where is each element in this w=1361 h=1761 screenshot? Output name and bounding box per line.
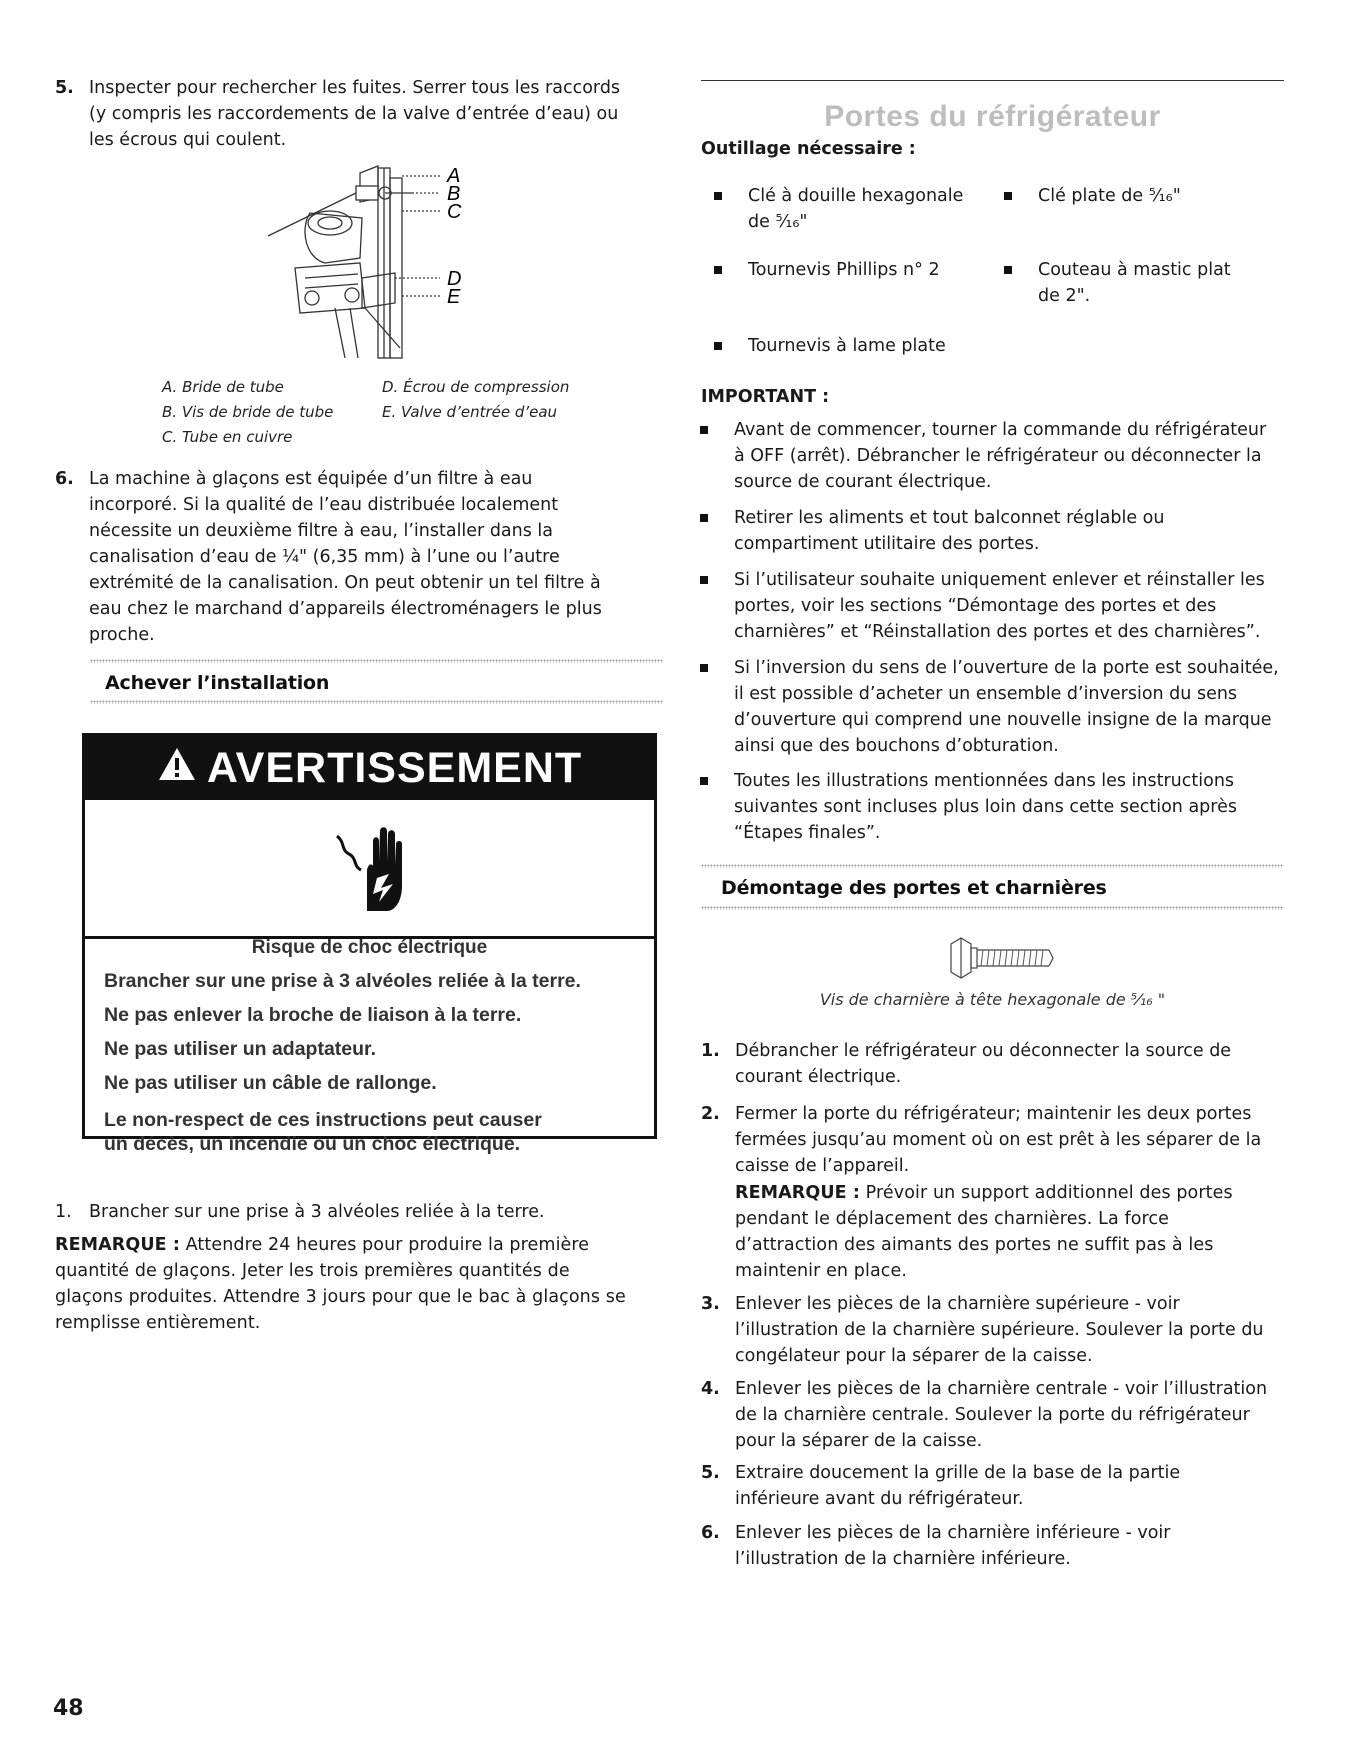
bullet-icon xyxy=(700,514,708,522)
figure-legend-right xyxy=(382,375,622,425)
text-line: congélateur pour la séparer de la caisse. xyxy=(735,1346,1093,1366)
text-line: ainsi que des bouchons d’obturation. xyxy=(734,736,1059,756)
callout-label: B xyxy=(447,183,461,205)
text-line: maintenir en place. xyxy=(735,1261,908,1281)
text-line: caisse de l’appareil. xyxy=(735,1156,910,1176)
text-line: Brancher sur une prise à 3 alvéoles reliée à la terre. xyxy=(89,1202,545,1222)
hex-hinge-screw-illustration xyxy=(945,936,1055,980)
bullet-icon xyxy=(700,664,708,672)
important-heading: IMPORTANT : xyxy=(701,387,830,407)
bullet-icon xyxy=(714,266,722,274)
text-line: les écrous qui coulent. xyxy=(89,130,287,150)
text-line: Tournevis à lame plate xyxy=(748,336,946,356)
text-line: Prévoir un support additionnel des portes xyxy=(860,1183,1233,1203)
text-line: incorporé. Si la qualité de l’eau distribuée localement xyxy=(89,495,559,515)
bullet-icon xyxy=(700,777,708,785)
text-line: il est possible d’acheter un ensemble d’inversion du sens xyxy=(734,684,1238,704)
text-line: Si l’utilisateur souhaite uniquement enlever et réinstaller les xyxy=(734,570,1265,590)
step-number: 1. xyxy=(55,1202,72,1222)
text-line: d’ouverture qui comprend une nouvelle insigne de la marque xyxy=(734,710,1272,730)
text-line: fermées jusqu’au moment où on est prêt à les séparer de la xyxy=(735,1130,1262,1150)
section-divider xyxy=(701,864,1284,868)
text-line: charnières” et “Réinstallation des portes et des charnières”. xyxy=(734,622,1261,642)
warning-header-text: AVERTISSEMENT xyxy=(206,743,583,792)
section-title-demontage: Démontage des portes et charnières xyxy=(721,877,1107,899)
electric-shock-hand-icon xyxy=(327,816,417,916)
text-line: Avant de commencer, tourner la commande du réfrigérateur xyxy=(734,420,1267,440)
step-number: 6. xyxy=(701,1523,720,1543)
text-line: source de courant électrique. xyxy=(734,472,992,492)
legend-item: C. Tube en cuivre xyxy=(162,428,293,446)
text-line: compartiment utilitaire des portes. xyxy=(734,534,1040,554)
text-line: Fermer la porte du réfrigérateur; maintenir les deux portes xyxy=(735,1104,1252,1124)
text-line: nécessite un deuxième filtre à eau, l’installer dans la xyxy=(89,521,554,541)
step-number: 3. xyxy=(701,1294,720,1314)
text-line: Enlever les pièces de la charnière supérieure - voir xyxy=(735,1294,1180,1314)
remarque-label: REMARQUE : xyxy=(55,1235,180,1255)
text-line: remplisse entièrement. xyxy=(55,1313,261,1333)
top-rule xyxy=(701,80,1284,81)
water-valve-illustration xyxy=(250,158,490,368)
text-line: (y compris les raccordements de la valve d’entrée d’eau) ou xyxy=(89,104,619,124)
step-number: 5. xyxy=(55,78,74,98)
text-line: à OFF (arrêt). Débrancher le réfrigérateur ou déconnecter la xyxy=(734,446,1262,466)
bullet-icon xyxy=(1004,192,1012,200)
text-line: quantité de glaçons. Jeter les trois premières quantités de xyxy=(55,1261,570,1281)
text-line: Extraire doucement la grille de la base de la partie xyxy=(735,1463,1181,1483)
step-number: 5. xyxy=(701,1463,720,1483)
text-line: “Étapes finales”. xyxy=(734,823,881,843)
text-line: suivantes sont incluses plus loin dans cette section après xyxy=(734,797,1237,817)
text-line: de la charnière centrale. Soulever la porte du réfrigérateur xyxy=(735,1405,1250,1425)
text-line: Débrancher le réfrigérateur ou déconnecter la source de xyxy=(735,1041,1232,1061)
legend-item: B. Vis de bride de tube xyxy=(162,403,334,421)
text-line: pendant le déplacement des charnières. La force xyxy=(735,1209,1170,1229)
warning-line: un décès, un incendie ou un choc électrique. xyxy=(104,1133,521,1155)
legend-item: D. Écrou de compression xyxy=(382,378,570,396)
text-line: Inspecter pour rechercher les fuites. Serrer tous les raccords xyxy=(89,78,621,98)
text-line: Couteau à mastic plat xyxy=(1038,260,1231,280)
text-line: l’illustration de la charnière inférieure. xyxy=(735,1549,1071,1569)
callout-label: A xyxy=(447,165,461,187)
text-line: eau chez le marchand d’appareils électroménagers le plus xyxy=(89,599,602,619)
warning-line: Brancher sur une prise à 3 alvéoles reliée à la terre. xyxy=(104,970,581,992)
step-number: 4. xyxy=(701,1379,720,1399)
text-line: Tournevis Phillips n° 2 xyxy=(748,260,940,280)
text-line: d’attraction des aimants des portes ne suffit pas à les xyxy=(735,1235,1214,1255)
text-line: Enlever les pièces de la charnière centrale - voir l’illustration xyxy=(735,1379,1268,1399)
callout-label: C xyxy=(447,201,462,223)
remarque-right xyxy=(735,1180,1291,1284)
page-number: 48 xyxy=(53,1696,84,1721)
section-divider xyxy=(90,659,663,663)
text-line: Enlever les pièces de la charnière inférieure - voir xyxy=(735,1523,1171,1543)
text-line: l’illustration de la charnière supérieure. Soulever la porte du xyxy=(735,1320,1264,1340)
bullet-icon xyxy=(714,192,722,200)
legend-item: A. Bride de tube xyxy=(162,378,284,396)
text-line: proche. xyxy=(89,625,155,645)
text-line: La machine à glaçons est équipée d’un filtre à eau xyxy=(89,469,533,489)
callout-label: D xyxy=(447,268,462,290)
text-line: courant électrique. xyxy=(735,1067,902,1087)
step-number: 2. xyxy=(701,1104,720,1124)
legend-item: E. Valve d’entrée d’eau xyxy=(382,403,558,421)
text-line: de 2". xyxy=(1038,286,1091,306)
text-line: Si l’inversion du sens de l’ouverture de la porte est souhaitée, xyxy=(734,658,1279,678)
text-line: pour la séparer de la caisse. xyxy=(735,1431,983,1451)
page-title: Portes du réfrigérateur xyxy=(824,100,1161,133)
text-line: Toutes les illustrations mentionnées dans les instructions xyxy=(734,771,1235,791)
text-line: de ⁵⁄₁₆" xyxy=(748,212,808,232)
text-line: Clé à douille hexagonale xyxy=(748,186,964,206)
section-title-achever: Achever l’installation xyxy=(105,672,330,694)
section-divider xyxy=(701,906,1284,910)
step-number: 6. xyxy=(55,469,74,489)
text-line: inférieure avant du réfrigérateur. xyxy=(735,1489,1024,1509)
text-line: glaçons produites. Attendre 3 jours pour que le bac à glaçons se xyxy=(55,1287,626,1307)
warning-line: Le non-respect de ces instructions peut causer xyxy=(104,1109,542,1131)
bullet-icon xyxy=(714,342,722,350)
text-line: Attendre 24 heures pour produire la première xyxy=(180,1235,590,1255)
warning-line: Ne pas enlever la broche de liaison à la terre. xyxy=(104,1004,522,1026)
text-line: portes, voir les sections “Démontage des portes et des xyxy=(734,596,1217,616)
step-number: 1. xyxy=(701,1041,720,1061)
figure-legend-left xyxy=(162,375,362,450)
warning-header xyxy=(85,736,654,800)
text-line: canalisation d’eau de ¼" (6,35 mm) à l’une ou l’autre xyxy=(89,547,560,567)
bullet-icon xyxy=(700,576,708,584)
remarque-left xyxy=(55,1232,675,1336)
bullet-icon xyxy=(1004,266,1012,274)
tools-heading: Outillage nécessaire : xyxy=(701,139,916,159)
warning-line: Ne pas utiliser un adaptateur. xyxy=(104,1038,376,1060)
remarque-label: REMARQUE : xyxy=(735,1183,860,1203)
warning-risk-title: Risque de choc électrique xyxy=(251,937,488,958)
text-line: extrémité de la canalisation. On peut obtenir un tel filtre à xyxy=(89,573,601,593)
callout-label: E xyxy=(447,286,461,308)
text-line: Clé plate de ⁵⁄₁₆" xyxy=(1038,186,1181,206)
text-line: Retirer les aliments et tout balconnet réglable ou xyxy=(734,508,1165,528)
warning-line: Ne pas utiliser un câble de rallonge. xyxy=(104,1072,437,1094)
screw-caption: Vis de charnière à tête hexagonale de ⁵⁄₁₆ " xyxy=(819,990,1166,1009)
warning-triangle-icon xyxy=(157,744,197,793)
bullet-icon xyxy=(700,426,708,434)
section-divider xyxy=(90,700,663,704)
